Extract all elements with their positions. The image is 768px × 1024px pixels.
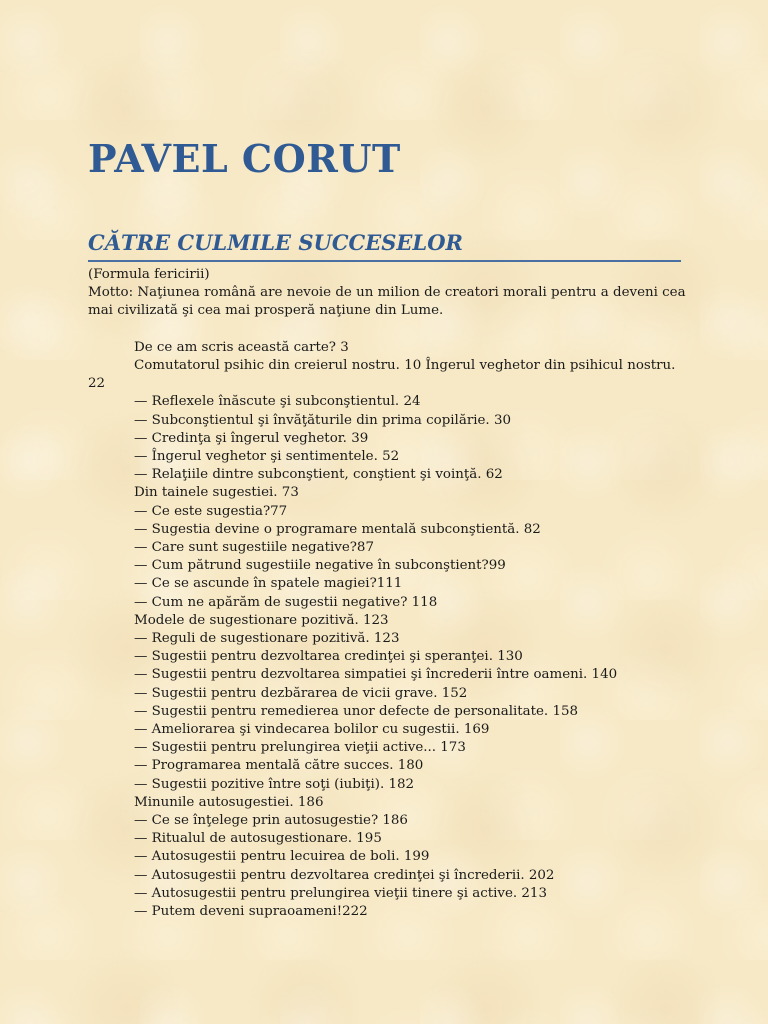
toc-entry: Modele de sugestionare pozitivă. 123 xyxy=(134,612,389,628)
toc-entry: — Ce este sugestia?77 xyxy=(134,503,288,519)
title-underline xyxy=(88,260,681,262)
toc-entry: — Sugestii pentru dezbărarea de vicii grave. 152 xyxy=(134,685,468,701)
book-title: CĂTRE CULMILE SUCCESELOR xyxy=(88,230,463,255)
toc-entry: — Autosugestii pentru prelungirea vieţii tinere şi active. 213 xyxy=(134,885,547,901)
toc-entry: Din tainele sugestiei. 73 xyxy=(134,485,299,501)
toc-entry: — Sugestii pentru prelungirea vieţii active... 173 xyxy=(134,740,466,756)
toc-entry: — Reflexele înăscute şi subconştientul. 24 xyxy=(134,394,421,410)
toc-entry: — Ce se înţelege prin autosugestie? 186 xyxy=(134,813,408,829)
toc-entry: — Autosugestii pentru lecuirea de boli. 199 xyxy=(134,849,430,865)
toc-entry: — Care sunt sugestiile negative?87 xyxy=(134,540,374,556)
subtitle: (Formula fericirii) xyxy=(88,267,210,282)
toc-entry: — Îngerul veghetor şi sentimentele. 52 xyxy=(134,449,400,465)
spacer xyxy=(88,321,688,339)
toc-entry: — Ce se ascunde în spatele magiei?111 xyxy=(134,576,403,592)
motto: Motto: Naţiunea română are nevoie de un milion de creatori morali pentru a deveni cea mai civilizată şi cea mai prosperă naţiune din Lume. xyxy=(88,285,686,319)
toc-entry: Minunile autosugestiei. 186 xyxy=(134,794,324,810)
toc-entry: — Sugestii pentru remedierea unor defecte de personalitate. 158 xyxy=(134,703,578,719)
body-text xyxy=(88,266,688,921)
toc-entry: — Sugestii pentru dezvoltarea simpatiei şi încrederii între oameni. 140 xyxy=(134,667,618,683)
toc-entry: — Reguli de sugestionare pozitivă. 123 xyxy=(134,631,400,647)
table-of-contents xyxy=(88,339,688,922)
toc-entry: — Sugestia devine o programare mentală subconştientă. 82 xyxy=(134,521,541,537)
toc-entry: — Autosugestii pentru dezvoltarea credinţei şi încrederii. 202 xyxy=(134,867,555,883)
toc-entry: — Programarea mentală către succes. 180 xyxy=(134,758,424,774)
toc-entry: De ce am scris această carte? 3 xyxy=(134,339,349,355)
toc-entry: — Cum pătrund sugestiile negative în subconştient?99 xyxy=(134,558,506,574)
toc-entry: — Ritualul de autosugestionare. 195 xyxy=(134,831,382,847)
toc-entry: — Sugestii pentru dezvoltarea credinţei şi speranţei. 130 xyxy=(134,649,523,665)
toc-entry: — Ameliorarea şi vindecarea bolilor cu sugestii. 169 xyxy=(134,722,490,738)
toc-entry: — Putem deveni supraoameni!222 xyxy=(134,904,368,920)
toc-entry: Comutatorul psihic din creierul nostru. 10 Îngerul veghetor din psihicul nostru. 22 xyxy=(88,358,676,392)
toc-entry: — Sugestii pozitive între soţi (iubiţi). 182 xyxy=(134,776,415,792)
toc-entry: — Subconştientul şi învăţăturile din prima copilărie. 30 xyxy=(134,412,511,428)
author-name: PAVEL CORUT xyxy=(88,136,401,181)
toc-entry: — Cum ne apărăm de sugestii negative? 118 xyxy=(134,594,438,610)
toc-entry: — Relaţiile dintre subconştient, conştient şi voinţă. 62 xyxy=(134,467,503,483)
toc-entry: — Credinţa şi îngerul veghetor. 39 xyxy=(134,430,369,446)
